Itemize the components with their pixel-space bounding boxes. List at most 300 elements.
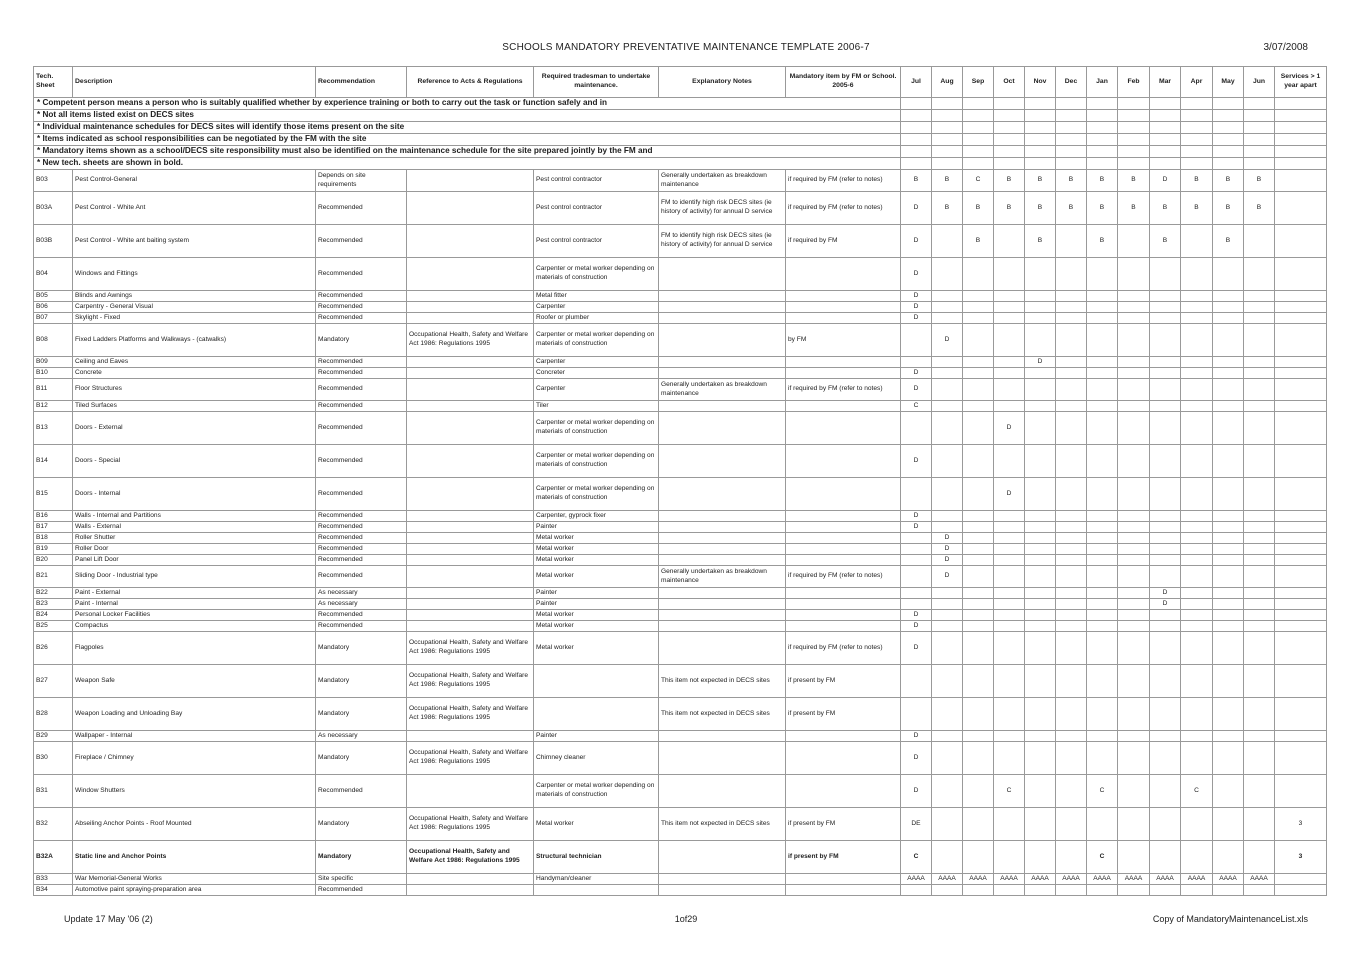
cell-trade: Carpenter (534, 357, 659, 368)
cell-notes (659, 874, 786, 885)
empty-cell (1275, 98, 1327, 110)
table-row (34, 841, 1327, 874)
month-cell (1213, 698, 1244, 731)
empty-cell (1275, 134, 1327, 146)
cell-desc: Wallpaper - Internal (73, 731, 316, 742)
month-cell (932, 511, 963, 522)
cell-desc: Flagpoles (73, 632, 316, 665)
empty-cell (1275, 122, 1327, 134)
cell-mand: if required by FM (refer to notes) (786, 566, 901, 588)
month-cell (1056, 379, 1087, 401)
month-cell (1181, 841, 1213, 874)
month-cell (1118, 731, 1150, 742)
month-cell (1056, 555, 1087, 566)
empty-cell (1150, 146, 1181, 158)
cell-id: B21 (34, 566, 73, 588)
month-cell (1118, 742, 1150, 775)
month-cell (1150, 258, 1181, 291)
cell-id: B10 (34, 368, 73, 379)
month-cell (963, 258, 994, 291)
month-cell (1213, 544, 1244, 555)
cell-id: B24 (34, 610, 73, 621)
month-cell (1181, 225, 1213, 258)
month-cell (901, 324, 932, 357)
cell-mand (786, 775, 901, 808)
cell-id: B03A (34, 192, 73, 225)
month-cell (1244, 368, 1275, 379)
month-cell (994, 841, 1025, 874)
month-cell: D (901, 522, 932, 533)
cell-rec: Recommended (316, 511, 407, 522)
month-cell (1087, 379, 1118, 401)
cell-rec: Recommended (316, 478, 407, 511)
cell-id: B09 (34, 357, 73, 368)
month-cell: C (1087, 841, 1118, 874)
maintenance-table (33, 66, 1327, 896)
services-cell (1275, 599, 1327, 610)
month-cell: D (932, 324, 963, 357)
empty-cell (1118, 122, 1150, 134)
empty-cell (1244, 122, 1275, 134)
services-cell (1275, 533, 1327, 544)
cell-ref (407, 412, 534, 445)
month-cell (1056, 511, 1087, 522)
month-cell (901, 478, 932, 511)
cell-trade: Carpenter or metal worker depending on materials of construction (534, 324, 659, 357)
cell-mand (786, 445, 901, 478)
month-cell: AAAA (1025, 874, 1056, 885)
column-header: Jul (901, 67, 932, 98)
empty-cell (1181, 110, 1213, 122)
month-cell (932, 401, 963, 412)
month-cell (1150, 632, 1181, 665)
cell-mand (786, 478, 901, 511)
table-row (34, 357, 1327, 368)
month-cell (1025, 533, 1056, 544)
cell-notes (659, 885, 786, 896)
month-cell: B (1181, 170, 1213, 192)
cell-mand (786, 588, 901, 599)
cell-mand (786, 357, 901, 368)
month-cell (1150, 841, 1181, 874)
cell-mand: if present by FM (786, 698, 901, 731)
month-cell (1213, 357, 1244, 368)
services-cell (1275, 544, 1327, 555)
month-cell (1118, 258, 1150, 291)
month-cell (1025, 302, 1056, 313)
cell-notes (659, 357, 786, 368)
month-cell (1150, 357, 1181, 368)
month-cell (1118, 522, 1150, 533)
cell-id: B11 (34, 379, 73, 401)
cell-notes (659, 445, 786, 478)
cell-ref (407, 885, 534, 896)
month-cell (963, 632, 994, 665)
month-cell (932, 808, 963, 841)
month-cell (1244, 412, 1275, 445)
month-cell (1118, 544, 1150, 555)
month-cell (1025, 544, 1056, 555)
cell-rec: As necessary (316, 588, 407, 599)
table-row (34, 401, 1327, 412)
empty-cell (1181, 122, 1213, 134)
cell-mand (786, 742, 901, 775)
month-cell: AAAA (1181, 874, 1213, 885)
month-cell (1056, 324, 1087, 357)
cell-trade: Carpenter or metal worker depending on materials of construction (534, 775, 659, 808)
cell-rec: Recommended (316, 544, 407, 555)
month-cell (963, 478, 994, 511)
empty-cell (1275, 158, 1327, 170)
table-row (34, 291, 1327, 302)
month-cell (1244, 533, 1275, 544)
month-cell (1025, 731, 1056, 742)
footer-update-note: Update 17 May '06 (2) (64, 914, 153, 924)
month-cell (1025, 665, 1056, 698)
month-cell (1150, 324, 1181, 357)
month-cell (932, 588, 963, 599)
month-cell (1087, 412, 1118, 445)
empty-cell (963, 158, 994, 170)
month-cell (1181, 401, 1213, 412)
cell-trade: Handyman/cleaner (534, 874, 659, 885)
month-cell (1213, 533, 1244, 544)
cell-notes (659, 544, 786, 555)
month-cell (1213, 324, 1244, 357)
month-cell: D (901, 258, 932, 291)
column-header: Aug (932, 67, 963, 98)
month-cell (1025, 566, 1056, 588)
cell-notes (659, 599, 786, 610)
empty-cell (1118, 146, 1150, 158)
cell-id: B04 (34, 258, 73, 291)
month-cell (963, 610, 994, 621)
cell-notes (659, 324, 786, 357)
month-cell (932, 313, 963, 324)
month-cell (1118, 566, 1150, 588)
services-cell (1275, 698, 1327, 731)
month-cell: D (1150, 588, 1181, 599)
month-cell (963, 555, 994, 566)
month-cell (1244, 225, 1275, 258)
month-cell (1087, 566, 1118, 588)
month-cell (1087, 445, 1118, 478)
table-row (34, 874, 1327, 885)
month-cell: B (1213, 225, 1244, 258)
cell-desc: Paint - Internal (73, 599, 316, 610)
month-cell (1056, 841, 1087, 874)
table-row (34, 885, 1327, 896)
cell-desc: Floor Structures (73, 379, 316, 401)
month-cell (1087, 610, 1118, 621)
month-cell: D (932, 544, 963, 555)
services-cell (1275, 225, 1327, 258)
cell-desc: Fixed Ladders Platforms and Walkways - (catwalks) (73, 324, 316, 357)
month-cell (932, 379, 963, 401)
cell-notes: Generally undertaken as breakdown maintenance (659, 566, 786, 588)
month-cell (1244, 544, 1275, 555)
month-cell (1244, 775, 1275, 808)
month-cell: B (1056, 170, 1087, 192)
cell-ref (407, 478, 534, 511)
empty-cell (1087, 146, 1118, 158)
month-cell (1087, 632, 1118, 665)
empty-cell (1181, 98, 1213, 110)
cell-rec: Mandatory (316, 698, 407, 731)
month-cell (963, 533, 994, 544)
services-cell (1275, 555, 1327, 566)
month-cell (1244, 522, 1275, 533)
month-cell (1244, 566, 1275, 588)
cell-mand: if required by FM (refer to notes) (786, 170, 901, 192)
month-cell: AAAA (963, 874, 994, 885)
month-cell (1087, 258, 1118, 291)
month-cell: AAAA (1213, 874, 1244, 885)
month-cell: D (901, 511, 932, 522)
month-cell (1244, 610, 1275, 621)
cell-rec: Recommended (316, 775, 407, 808)
month-cell (1150, 808, 1181, 841)
cell-id: B03 (34, 170, 73, 192)
cell-trade: Metal worker (534, 632, 659, 665)
empty-cell (1213, 134, 1244, 146)
cell-ref (407, 522, 534, 533)
services-cell (1275, 368, 1327, 379)
services-cell (1275, 478, 1327, 511)
services-cell (1275, 522, 1327, 533)
month-cell (1181, 478, 1213, 511)
month-cell (1213, 555, 1244, 566)
cell-trade: Carpenter, gyprock fixer (534, 511, 659, 522)
month-cell: D (901, 445, 932, 478)
services-cell (1275, 775, 1327, 808)
month-cell (994, 588, 1025, 599)
month-cell (1118, 588, 1150, 599)
report-date: 3/07/2008 (1263, 42, 1308, 53)
column-header: Tech. Sheet (34, 67, 73, 98)
services-cell (1275, 665, 1327, 698)
cell-rec: Mandatory (316, 742, 407, 775)
month-cell (1025, 555, 1056, 566)
cell-id: B22 (34, 588, 73, 599)
month-cell (994, 742, 1025, 775)
empty-cell (901, 98, 932, 110)
month-cell (994, 632, 1025, 665)
month-cell (963, 775, 994, 808)
month-cell: B (901, 170, 932, 192)
month-cell (1181, 731, 1213, 742)
month-cell (963, 324, 994, 357)
cell-notes (659, 368, 786, 379)
note-text: * Items indicated as school responsibilities can be negotiated by the FM with the site (34, 134, 901, 146)
month-cell (1056, 742, 1087, 775)
month-cell: D (901, 302, 932, 313)
table-row (34, 379, 1327, 401)
cell-id: B17 (34, 522, 73, 533)
cell-id: B05 (34, 291, 73, 302)
table-row (34, 566, 1327, 588)
month-cell (1244, 621, 1275, 632)
month-cell (994, 511, 1025, 522)
empty-cell (1150, 122, 1181, 134)
month-cell (1056, 544, 1087, 555)
month-cell (1025, 775, 1056, 808)
month-cell (1244, 302, 1275, 313)
month-cell (1118, 533, 1150, 544)
month-cell: D (901, 632, 932, 665)
cell-ref: Occupational Health, Safety and Welfare Act 1986: Regulations 1995 (407, 698, 534, 731)
note-text: * New tech. sheets are shown in bold. (34, 158, 901, 170)
cell-mand: by FM (786, 324, 901, 357)
month-cell (1213, 313, 1244, 324)
cell-trade: Carpenter or metal worker depending on materials of construction (534, 412, 659, 445)
month-cell (1118, 698, 1150, 731)
month-cell (963, 885, 994, 896)
cell-notes (659, 522, 786, 533)
cell-rec: Recommended (316, 357, 407, 368)
empty-cell (994, 146, 1025, 158)
month-cell: AAAA (932, 874, 963, 885)
month-cell: B (994, 192, 1025, 225)
month-cell: D (901, 621, 932, 632)
month-cell (1087, 731, 1118, 742)
empty-cell (963, 98, 994, 110)
empty-cell (1275, 146, 1327, 158)
month-cell (994, 555, 1025, 566)
cell-trade: Concreter (534, 368, 659, 379)
month-cell (1244, 742, 1275, 775)
month-cell (932, 731, 963, 742)
note-row (34, 134, 1327, 146)
cell-desc: Doors - Special (73, 445, 316, 478)
empty-cell (994, 158, 1025, 170)
table-row (34, 511, 1327, 522)
column-header: Explanatory Notes (659, 67, 786, 98)
month-cell (932, 291, 963, 302)
empty-cell (994, 98, 1025, 110)
month-cell (994, 357, 1025, 368)
month-cell (963, 698, 994, 731)
cell-rec: Mandatory (316, 632, 407, 665)
month-cell (1244, 731, 1275, 742)
services-cell (1275, 731, 1327, 742)
table-row (34, 412, 1327, 445)
empty-cell (1213, 98, 1244, 110)
table-row (34, 522, 1327, 533)
month-cell (963, 522, 994, 533)
month-cell (1181, 544, 1213, 555)
month-cell (1213, 522, 1244, 533)
month-cell (1025, 511, 1056, 522)
cell-trade: Painter (534, 599, 659, 610)
month-cell (1244, 841, 1275, 874)
month-cell (932, 258, 963, 291)
month-cell (1244, 313, 1275, 324)
cell-notes (659, 478, 786, 511)
table-row (34, 665, 1327, 698)
month-cell (1056, 599, 1087, 610)
cell-mand (786, 302, 901, 313)
services-cell (1275, 313, 1327, 324)
cell-id: B32A (34, 841, 73, 874)
empty-cell (963, 134, 994, 146)
cell-rec: Recommended (316, 533, 407, 544)
cell-rec: Recommended (316, 225, 407, 258)
cell-ref (407, 511, 534, 522)
empty-cell (1150, 98, 1181, 110)
month-cell (1244, 599, 1275, 610)
cell-ref (407, 621, 534, 632)
cell-desc: Blinds and Awnings (73, 291, 316, 302)
cell-rec: As necessary (316, 599, 407, 610)
month-cell (1087, 357, 1118, 368)
month-cell (901, 544, 932, 555)
month-cell: C (963, 170, 994, 192)
month-cell (1244, 258, 1275, 291)
month-cell (901, 885, 932, 896)
month-cell (901, 698, 932, 731)
month-cell (1056, 632, 1087, 665)
table-row (34, 192, 1327, 225)
month-cell (932, 357, 963, 368)
cell-rec: Recommended (316, 401, 407, 412)
empty-cell (1150, 110, 1181, 122)
table-header-row (34, 67, 1327, 98)
footer-page-number: 1of29 (674, 914, 698, 924)
empty-cell (1213, 158, 1244, 170)
empty-cell (901, 146, 932, 158)
column-header: Mar (1150, 67, 1181, 98)
cell-rec: Recommended (316, 258, 407, 291)
note-row (34, 158, 1327, 170)
cell-trade (534, 885, 659, 896)
month-cell (963, 357, 994, 368)
empty-cell (1213, 146, 1244, 158)
empty-cell (1056, 134, 1087, 146)
cell-notes: FM to identify high risk DECS sites (ie history of activity) for annual D service (659, 225, 786, 258)
month-cell (1181, 313, 1213, 324)
month-cell (1056, 522, 1087, 533)
month-cell (1025, 258, 1056, 291)
month-cell (1213, 775, 1244, 808)
cell-trade: Roofer or plumber (534, 313, 659, 324)
month-cell (932, 302, 963, 313)
month-cell (1118, 610, 1150, 621)
services-cell: 3 (1275, 841, 1327, 874)
month-cell (1181, 324, 1213, 357)
month-cell: AAAA (1150, 874, 1181, 885)
month-cell (1025, 698, 1056, 731)
month-cell (1213, 610, 1244, 621)
month-cell (1150, 544, 1181, 555)
month-cell (994, 258, 1025, 291)
cell-id: B25 (34, 621, 73, 632)
table-row (34, 478, 1327, 511)
cell-rec: Recommended (316, 302, 407, 313)
month-cell (1244, 324, 1275, 357)
cell-ref: Occupational Health, Safety and Welfare Act 1986: Regulations 1995 (407, 324, 534, 357)
month-cell (994, 401, 1025, 412)
month-cell (1213, 478, 1244, 511)
cell-ref (407, 258, 534, 291)
month-cell (1056, 566, 1087, 588)
month-cell: B (1118, 192, 1150, 225)
cell-desc: Abseiling Anchor Points - Roof Mounted (73, 808, 316, 841)
empty-cell (932, 134, 963, 146)
month-cell (1181, 379, 1213, 401)
month-cell (963, 401, 994, 412)
cell-trade: Painter (534, 731, 659, 742)
